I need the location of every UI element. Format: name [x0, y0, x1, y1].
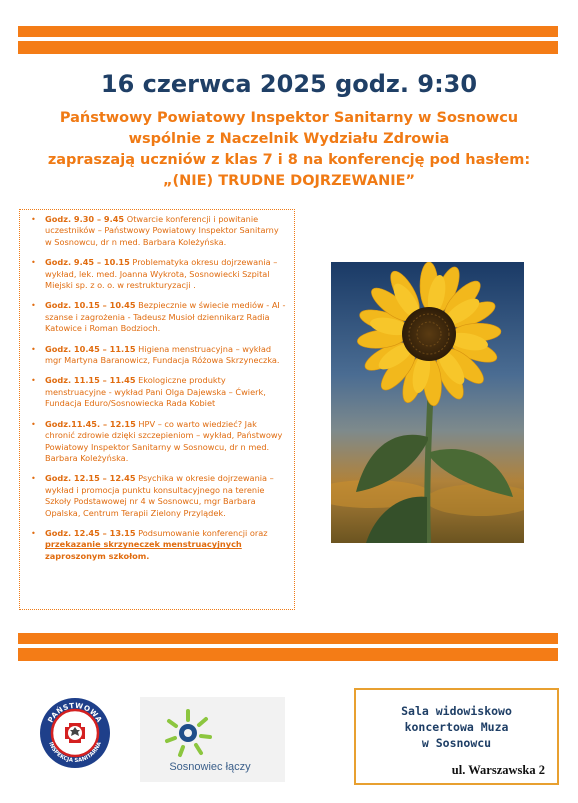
bullet-icon: • — [31, 257, 36, 268]
top-orange-band — [18, 26, 558, 54]
agenda-item — [28, 300, 288, 334]
agenda-time: Godz. 9.45 – 10.15 — [45, 257, 130, 268]
agenda-item — [28, 473, 288, 519]
venue-name — [356, 703, 557, 751]
agenda-time: Godz.11.45. – 12.15 — [45, 418, 136, 429]
bullet-icon: • — [31, 300, 36, 311]
venue-line-1: Sala widowiskowo — [401, 704, 512, 718]
pis-bottom-text: INSPEKCJA SANITARNA — [47, 741, 103, 765]
agenda-item — [28, 257, 288, 291]
agenda-text: Psychika w okresie dojrzewania – wykład i promocja punktu konsultacyjnego na terenie Szkoły Podstawowej nr 4 w Sosnowcu, mgr Barbara Opalska, Centrum Terapii Zielony Przylądek. — [45, 473, 274, 518]
agenda-time: Godz. 10.15 – 10.45 — [45, 300, 136, 311]
agenda-time: Godz. 10.45 – 11.15 — [45, 343, 136, 354]
agenda-item — [28, 375, 288, 409]
sunflower-photo — [331, 262, 524, 543]
agenda-box — [19, 209, 295, 610]
sosnowiec-logo — [140, 697, 285, 782]
conference-slogan: „(NIE) TRUDNE DOJRZEWANIE” — [162, 173, 416, 189]
invitation-subtitle — [0, 108, 578, 192]
agenda-item — [28, 419, 288, 465]
event-date-title: 16 czerwca 2025 godz. 9:30 — [100, 70, 478, 98]
agenda-text: Podsumowanie konferencji oraz — [135, 527, 268, 538]
bullet-icon: • — [31, 527, 36, 538]
agenda-text: Ekologiczne produkty menstruacyjne - wykład Pani Olga Dajewska – Ćwierk, Fundacja Eduro/Sosnowiecka Rada Kobiet — [45, 375, 266, 409]
agenda-item — [28, 344, 288, 367]
agenda-time: Godz. 12.15 – 12.45 — [45, 473, 136, 484]
agenda-text: Otwarcie konferencji i powitanie uczestników – Państwowy Powiatowy Inspektor Sanitarny w Sosnowcu, dr n med. Barbara Koleżyńska. — [45, 214, 279, 247]
subtitle-line-3: zapraszają uczniów z klas 7 i 8 na konferencję pod hasłem: — [47, 152, 531, 168]
agenda-item — [28, 528, 288, 562]
subtitle-line-1: Państwowy Powiatowy Inspektor Sanitarny w Sosnowcu — [59, 110, 519, 126]
agenda-item — [28, 214, 288, 248]
agenda-highlight-tail: zaproszonym szkołom. — [45, 550, 150, 561]
bullet-icon: • — [31, 375, 36, 386]
venue-address: ul. Warszawska 2 — [451, 763, 545, 777]
sosnowiec-logo-text: Sosnowiec łączy — [169, 761, 251, 773]
agenda-text: Bezpiecznie w świecie mediów - AI - szanse i zagrożenia - Tadeusz Musioł dziennikarz Radia Katowice i Roman Bodzioch. — [45, 300, 286, 334]
agenda-time: Godz. 9.30 – 9.45 — [45, 214, 125, 224]
subtitle-line-2: wspólnie z Naczelnik Wydziału Zdrowia — [128, 131, 450, 147]
venue-line-2: koncertowa Muza — [404, 720, 509, 734]
bullet-icon: • — [31, 473, 36, 484]
sanitary-inspection-logo — [39, 697, 111, 769]
bullet-icon: • — [31, 343, 36, 354]
agenda-time: Godz. 11.15 – 11.45 — [45, 375, 136, 386]
bottom-orange-band — [18, 633, 558, 661]
venue-box — [354, 688, 559, 785]
agenda-text: HPV – co warto wiedzieć? Jak chronić zdrowie dzięki szczepieniom – wykład, Państwowy Powiatowy Inspektor Sanitarny w Sosnowcu, dr n med. Barbara Koleżyńska. — [45, 418, 283, 463]
bullet-icon: • — [31, 214, 36, 224]
venue-line-3: w Sosnowcu — [421, 736, 492, 750]
agenda-text: Problematyka okresu dojrzewania – wykład, lek. med. Joanna Wykrota, Sosnowiecki Szpital Miejski sp. z o. o. w restrukturyzacji . — [45, 257, 278, 291]
agenda-highlight: przekazanie skrzyneczek menstruacyjnych — [45, 539, 242, 550]
agenda-time: Godz. 12.45 – 13.15 — [45, 527, 136, 538]
agenda-text: Higiena menstruacyjna – wykład mgr Martyna Baranowicz, Fundacja Różowa Skrzyneczka. — [45, 343, 280, 366]
pis-top-text: PAŃSTWOWA — [45, 700, 105, 725]
bullet-icon: • — [31, 418, 36, 429]
